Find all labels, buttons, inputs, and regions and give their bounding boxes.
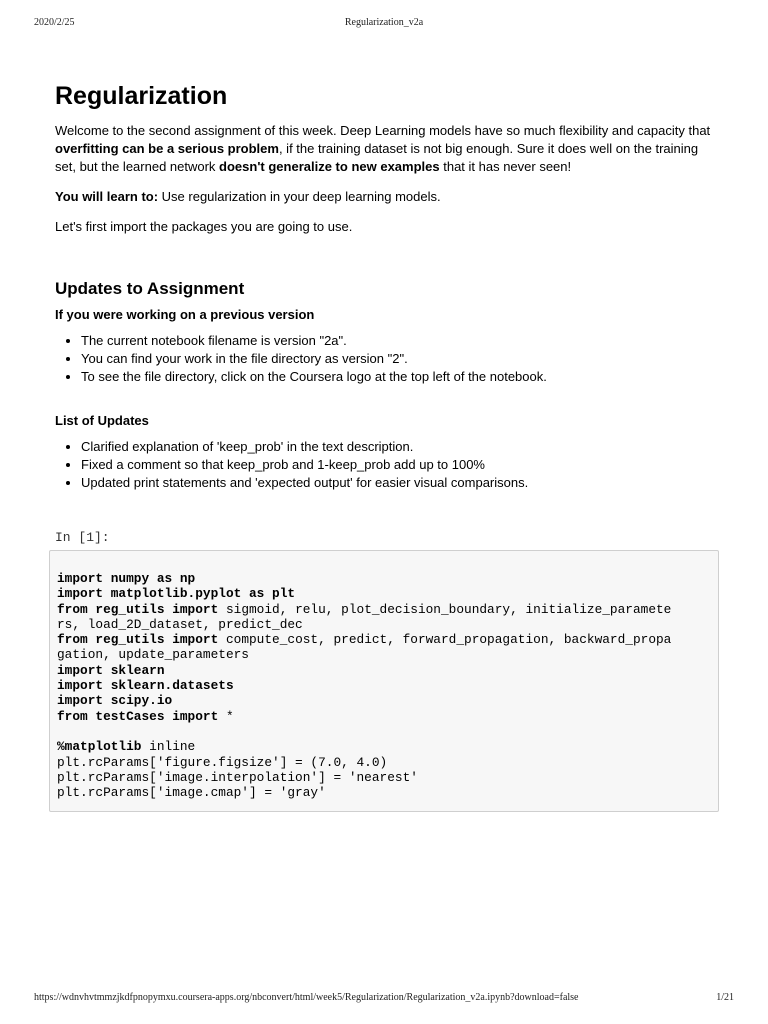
code-keyword: import bbox=[172, 632, 219, 648]
learn-paragraph bbox=[55, 188, 720, 206]
intro-text-1: Welcome to the second assignment of this week. Deep Learning models have so much flexibility and capacity that bbox=[55, 123, 711, 138]
code-line bbox=[57, 693, 172, 708]
notebook-content bbox=[55, 80, 720, 510]
code-line bbox=[57, 785, 326, 800]
list-item: • Fixed a comment so that keep_prob and 1-keep_prob add up to 100% bbox=[81, 456, 720, 474]
import-note: Let's first import the packages you are going to use. bbox=[55, 219, 353, 234]
intro-bold-1: overfitting can be a serious problem bbox=[55, 141, 279, 156]
code-line bbox=[57, 755, 387, 770]
learn-text: Use regularization in your deep learning models. bbox=[158, 189, 441, 204]
code-module: reg_utils bbox=[87, 601, 173, 617]
code-line bbox=[57, 647, 249, 662]
code-block[interactable] bbox=[57, 571, 718, 800]
code-line bbox=[57, 678, 234, 693]
code-text: gation, update_parameters bbox=[57, 647, 249, 663]
page-number: 1/21 bbox=[716, 992, 734, 1003]
code-line bbox=[57, 709, 234, 724]
print-url: https://wdnvhvtmmzjkdfpnopymxu.coursera-apps.org/nbconvert/html/week5/Regularization/Regularization_v2a.ipynb?download=false bbox=[34, 992, 579, 1003]
code-keyword: import bbox=[172, 708, 219, 724]
code-line bbox=[57, 632, 671, 647]
list-item: • You can find your work in the file directory as version "2". bbox=[81, 350, 720, 368]
code-text: plt.rcParams['image.interpolation'] = 'nearest' bbox=[57, 769, 418, 785]
code-keyword: import bbox=[57, 571, 104, 586]
code-text: plt.rcParams['image.cmap'] = 'gray' bbox=[57, 785, 326, 801]
list-item: • To see the file directory, click on the Coursera logo at the top left of the notebook. bbox=[81, 368, 720, 386]
list-item: • Updated print statements and 'expected output' for easier visual comparisons. bbox=[81, 474, 720, 492]
print-footer bbox=[0, 992, 768, 1006]
code-keyword: import bbox=[57, 693, 104, 709]
previous-version-list bbox=[55, 332, 720, 386]
code-module: scipy.io bbox=[103, 693, 173, 709]
code-magic: %matplotlib bbox=[57, 739, 142, 755]
list-item: • The current notebook filename is version "2a". bbox=[81, 332, 720, 350]
code-module: reg_utils bbox=[87, 632, 173, 648]
code-line bbox=[57, 663, 165, 678]
code-text: compute_cost, predict, forward_propagation, backward_propa bbox=[218, 632, 672, 648]
updates-list bbox=[55, 438, 720, 492]
updates-heading: Updates to Assignment bbox=[55, 279, 245, 298]
intro-text-2: , if the training dataset is not big enough. Sure it does well on the training set, but the learned network bbox=[55, 141, 699, 174]
code-text: inline bbox=[141, 739, 196, 755]
intro-text-3: that it has never seen! bbox=[439, 159, 572, 174]
code-keyword: from bbox=[57, 601, 88, 617]
code-text: rs, load_2D_dataset, predict_dec bbox=[57, 616, 303, 632]
code-module: sklearn bbox=[103, 662, 165, 678]
intro-paragraph bbox=[55, 122, 720, 176]
code-keyword: import bbox=[57, 678, 104, 694]
code-line bbox=[57, 739, 195, 754]
code-keyword: from bbox=[57, 708, 88, 724]
code-line bbox=[57, 617, 303, 632]
code-module: sklearn.datasets bbox=[103, 678, 234, 694]
code-line bbox=[57, 602, 671, 617]
code-module: numpy as np bbox=[103, 571, 196, 586]
code-text: plt.rcParams['figure.figsize'] = (7.0, 4.0) bbox=[57, 754, 388, 770]
intro-bold-2: doesn't generalize to new examples bbox=[219, 159, 440, 174]
learn-label: You will learn to: bbox=[55, 189, 159, 204]
code-keyword: import bbox=[57, 662, 104, 678]
code-cell[interactable] bbox=[49, 550, 719, 812]
code-keyword: import bbox=[172, 601, 219, 617]
cell-input-prompt: In [1]: bbox=[55, 530, 110, 545]
code-text: * bbox=[218, 708, 234, 724]
list-item: • Clarified explanation of 'keep_prob' in the text description. bbox=[81, 438, 720, 456]
print-title: Regularization_v2a bbox=[344, 17, 424, 28]
code-text: sigmoid, relu, plot_decision_boundary, initialize_paramete bbox=[218, 601, 672, 617]
previous-version-heading: If you were working on a previous version bbox=[55, 307, 315, 322]
code-keyword: from bbox=[57, 632, 88, 648]
code-module: testCases bbox=[87, 708, 173, 724]
print-header bbox=[0, 17, 768, 31]
code-line bbox=[57, 571, 195, 586]
code-module: matplotlib.pyplot as plt bbox=[103, 586, 296, 602]
code-line bbox=[57, 770, 418, 785]
code-line bbox=[57, 586, 295, 601]
notebook-title: Regularization bbox=[55, 82, 228, 110]
print-date: 2020/2/25 bbox=[34, 17, 75, 28]
code-keyword: import bbox=[57, 586, 104, 602]
list-of-updates-heading: List of Updates bbox=[55, 413, 149, 428]
